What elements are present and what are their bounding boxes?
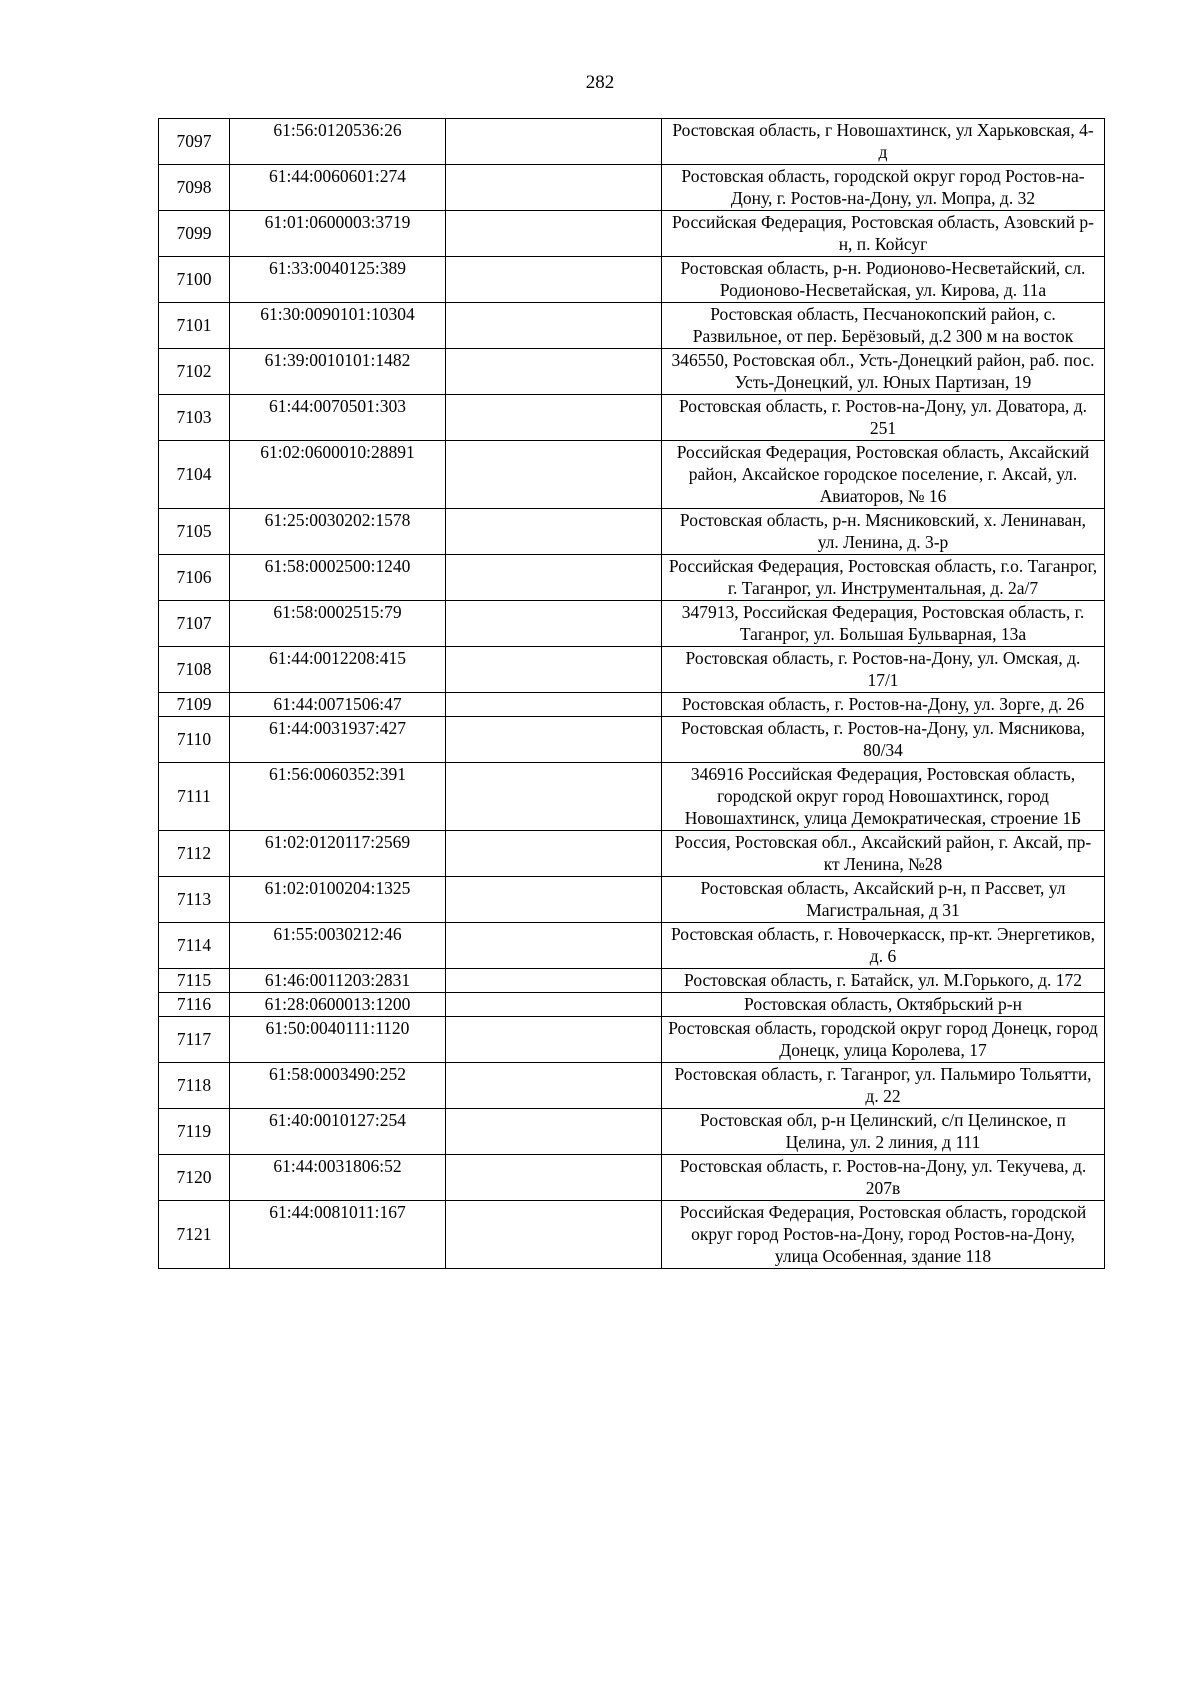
table-row xyxy=(159,923,1105,969)
address-cell: Ростовская область, г. Ростов-на-Дону, ул. Мясникова, 80/34 xyxy=(662,717,1105,763)
empty-cell xyxy=(446,877,662,923)
table-row xyxy=(159,211,1105,257)
empty-cell xyxy=(446,1063,662,1109)
empty-cell xyxy=(446,1201,662,1269)
address-cell: Ростовская область, г. Таганрог, ул. Пальмиро Тольятти, д. 22 xyxy=(662,1063,1105,1109)
row-number-cell: 7097 xyxy=(159,119,230,165)
empty-cell xyxy=(446,1155,662,1201)
row-number-cell: 7104 xyxy=(159,441,230,509)
table-row xyxy=(159,831,1105,877)
address-cell: 346916 Российская Федерация, Ростовская область, городской округ город Новошахтинск, город Новошахтинск, улица Демократическая, строение 1Б xyxy=(662,763,1105,831)
row-number-cell: 7120 xyxy=(159,1155,230,1201)
cadastral-number-cell: 61:02:0100204:1325 xyxy=(230,877,446,923)
empty-cell xyxy=(446,257,662,303)
row-number-cell: 7103 xyxy=(159,395,230,441)
row-number-cell: 7118 xyxy=(159,1063,230,1109)
empty-cell xyxy=(446,119,662,165)
address-cell: Ростовская область, г. Ростов-на-Дону, ул. Текучева, д. 207в xyxy=(662,1155,1105,1201)
address-cell: Российская Федерация, Ростовская область, Аксайский район, Аксайское городское поселение, г. Аксай, ул. Авиаторов, № 16 xyxy=(662,441,1105,509)
row-number-cell: 7113 xyxy=(159,877,230,923)
cadastral-number-cell: 61:44:0031937:427 xyxy=(230,717,446,763)
address-cell: Ростовская область, г. Ростов-на-Дону, ул. Доватора, д. 251 xyxy=(662,395,1105,441)
cadastral-number-cell: 61:55:0030212:46 xyxy=(230,923,446,969)
table-row xyxy=(159,509,1105,555)
row-number-cell: 7119 xyxy=(159,1109,230,1155)
cadastral-number-cell: 61:33:0040125:389 xyxy=(230,257,446,303)
address-cell: Ростовская область, г Новошахтинск, ул Харьковская, 4-д xyxy=(662,119,1105,165)
empty-cell xyxy=(446,1109,662,1155)
row-number-cell: 7100 xyxy=(159,257,230,303)
address-cell: Ростовская область, г. Ростов-на-Дону, ул. Омская, д. 17/1 xyxy=(662,647,1105,693)
cadastral-number-cell: 61:40:0010127:254 xyxy=(230,1109,446,1155)
table-row xyxy=(159,165,1105,211)
table-row xyxy=(159,349,1105,395)
table-row xyxy=(159,993,1105,1017)
address-cell: Ростовская область, городской округ город Ростов-на-Дону, г. Ростов-на-Дону, ул. Мопра, д. 32 xyxy=(662,165,1105,211)
address-cell: Ростовская область, Октябрьский р-н xyxy=(662,993,1105,1017)
address-cell: Ростовская область, р-н. Мясниковский, х. Ленинаван, ул. Ленина, д. 3-р xyxy=(662,509,1105,555)
address-cell: Ростовская область, Аксайский р-н, п Рассвет, ул Магистральная, д 31 xyxy=(662,877,1105,923)
row-number-cell: 7105 xyxy=(159,509,230,555)
cadastral-number-cell: 61:58:0002515:79 xyxy=(230,601,446,647)
table-row xyxy=(159,119,1105,165)
empty-cell xyxy=(446,601,662,647)
row-number-cell: 7106 xyxy=(159,555,230,601)
empty-cell xyxy=(446,509,662,555)
table-row xyxy=(159,555,1105,601)
cadastral-number-cell: 61:01:0600003:3719 xyxy=(230,211,446,257)
row-number-cell: 7108 xyxy=(159,647,230,693)
table-row xyxy=(159,763,1105,831)
row-number-cell: 7099 xyxy=(159,211,230,257)
table-row xyxy=(159,1063,1105,1109)
table-row xyxy=(159,303,1105,349)
empty-cell xyxy=(446,211,662,257)
address-cell: Ростовская область, г. Ростов-на-Дону, ул. Зорге, д. 26 xyxy=(662,693,1105,717)
table-row xyxy=(159,395,1105,441)
empty-cell xyxy=(446,555,662,601)
registry-table-body xyxy=(159,119,1105,1269)
cadastral-number-cell: 61:44:0031806:52 xyxy=(230,1155,446,1201)
table-row xyxy=(159,601,1105,647)
table-row xyxy=(159,1017,1105,1063)
cadastral-number-cell: 61:28:0600013:1200 xyxy=(230,993,446,1017)
empty-cell xyxy=(446,831,662,877)
cadastral-number-cell: 61:02:0120117:2569 xyxy=(230,831,446,877)
empty-cell xyxy=(446,993,662,1017)
row-number-cell: 7109 xyxy=(159,693,230,717)
cadastral-number-cell: 61:44:0070501:303 xyxy=(230,395,446,441)
cadastral-number-cell: 61:46:0011203:2831 xyxy=(230,969,446,993)
address-cell: Ростовская область, Песчанокопский район, с. Развильное, от пер. Берёзовый, д.2 300 м на восток xyxy=(662,303,1105,349)
address-cell: 347913, Российская Федерация, Ростовская область, г. Таганрог, ул. Большая Бульварная, 13а xyxy=(662,601,1105,647)
address-cell: Ростовская область, г. Батайск, ул. М.Горького, д. 172 xyxy=(662,969,1105,993)
empty-cell xyxy=(446,303,662,349)
address-cell: Россия, Ростовская обл., Аксайский район, г. Аксай, пр-кт Ленина, №28 xyxy=(662,831,1105,877)
address-cell: Ростовская область, р-н. Родионово-Несветайский, сл. Родионово-Несветайская, ул. Кирова, д. 11а xyxy=(662,257,1105,303)
table-row xyxy=(159,257,1105,303)
empty-cell xyxy=(446,395,662,441)
empty-cell xyxy=(446,923,662,969)
cadastral-number-cell: 61:44:0081011:167 xyxy=(230,1201,446,1269)
cadastral-number-cell: 61:58:0002500:1240 xyxy=(230,555,446,601)
empty-cell xyxy=(446,647,662,693)
row-number-cell: 7115 xyxy=(159,969,230,993)
empty-cell xyxy=(446,441,662,509)
address-cell: Российская Федерация, Ростовская область, Азовский р-н, п. Койсуг xyxy=(662,211,1105,257)
table-row xyxy=(159,969,1105,993)
cadastral-number-cell: 61:50:0040111:1120 xyxy=(230,1017,446,1063)
row-number-cell: 7117 xyxy=(159,1017,230,1063)
empty-cell xyxy=(446,717,662,763)
address-cell: 346550, Ростовская обл., Усть-Донецкий район, раб. пос. Усть-Донецкий, ул. Юных Партизан, 19 xyxy=(662,349,1105,395)
address-cell: Ростовская область, городской округ город Донецк, город Донецк, улица Королева, 17 xyxy=(662,1017,1105,1063)
cadastral-number-cell: 61:30:0090101:10304 xyxy=(230,303,446,349)
empty-cell xyxy=(446,969,662,993)
page-number: 282 xyxy=(585,72,615,93)
row-number-cell: 7112 xyxy=(159,831,230,877)
cadastral-number-cell: 61:39:0010101:1482 xyxy=(230,349,446,395)
cadastral-number-cell: 61:44:0012208:415 xyxy=(230,647,446,693)
empty-cell xyxy=(446,165,662,211)
address-cell: Ростовская обл, р-н Целинский, с/п Целинское, п Целина, ул. 2 линия, д 111 xyxy=(662,1109,1105,1155)
empty-cell xyxy=(446,763,662,831)
cadastral-number-cell: 61:44:0060601:274 xyxy=(230,165,446,211)
address-cell: Российская Федерация, Ростовская область, городской округ город Ростов-на-Дону, город Ростов-на-Дону, улица Особенная, здание 118 xyxy=(662,1201,1105,1269)
row-number-cell: 7101 xyxy=(159,303,230,349)
row-number-cell: 7111 xyxy=(159,763,230,831)
empty-cell xyxy=(446,1017,662,1063)
row-number-cell: 7098 xyxy=(159,165,230,211)
cadastral-number-cell: 61:44:0071506:47 xyxy=(230,693,446,717)
table-row xyxy=(159,441,1105,509)
registry-table xyxy=(158,118,1105,1269)
cadastral-number-cell: 61:58:0003490:252 xyxy=(230,1063,446,1109)
address-cell: Ростовская область, г. Новочеркасск, пр-кт. Энергетиков, д. 6 xyxy=(662,923,1105,969)
row-number-cell: 7110 xyxy=(159,717,230,763)
row-number-cell: 7121 xyxy=(159,1201,230,1269)
table-row xyxy=(159,1155,1105,1201)
table-row xyxy=(159,717,1105,763)
table-row xyxy=(159,1109,1105,1155)
table-row xyxy=(159,877,1105,923)
cadastral-number-cell: 61:02:0600010:28891 xyxy=(230,441,446,509)
row-number-cell: 7102 xyxy=(159,349,230,395)
cadastral-number-cell: 61:25:0030202:1578 xyxy=(230,509,446,555)
empty-cell xyxy=(446,349,662,395)
empty-cell xyxy=(446,693,662,717)
row-number-cell: 7116 xyxy=(159,993,230,1017)
row-number-cell: 7114 xyxy=(159,923,230,969)
table-row xyxy=(159,1201,1105,1269)
table-row xyxy=(159,647,1105,693)
address-cell: Российская Федерация, Ростовская область, г.о. Таганрог, г. Таганрог, ул. Инструментальная, д. 2а/7 xyxy=(662,555,1105,601)
table-row xyxy=(159,693,1105,717)
cadastral-number-cell: 61:56:0120536:26 xyxy=(230,119,446,165)
row-number-cell: 7107 xyxy=(159,601,230,647)
cadastral-number-cell: 61:56:0060352:391 xyxy=(230,763,446,831)
